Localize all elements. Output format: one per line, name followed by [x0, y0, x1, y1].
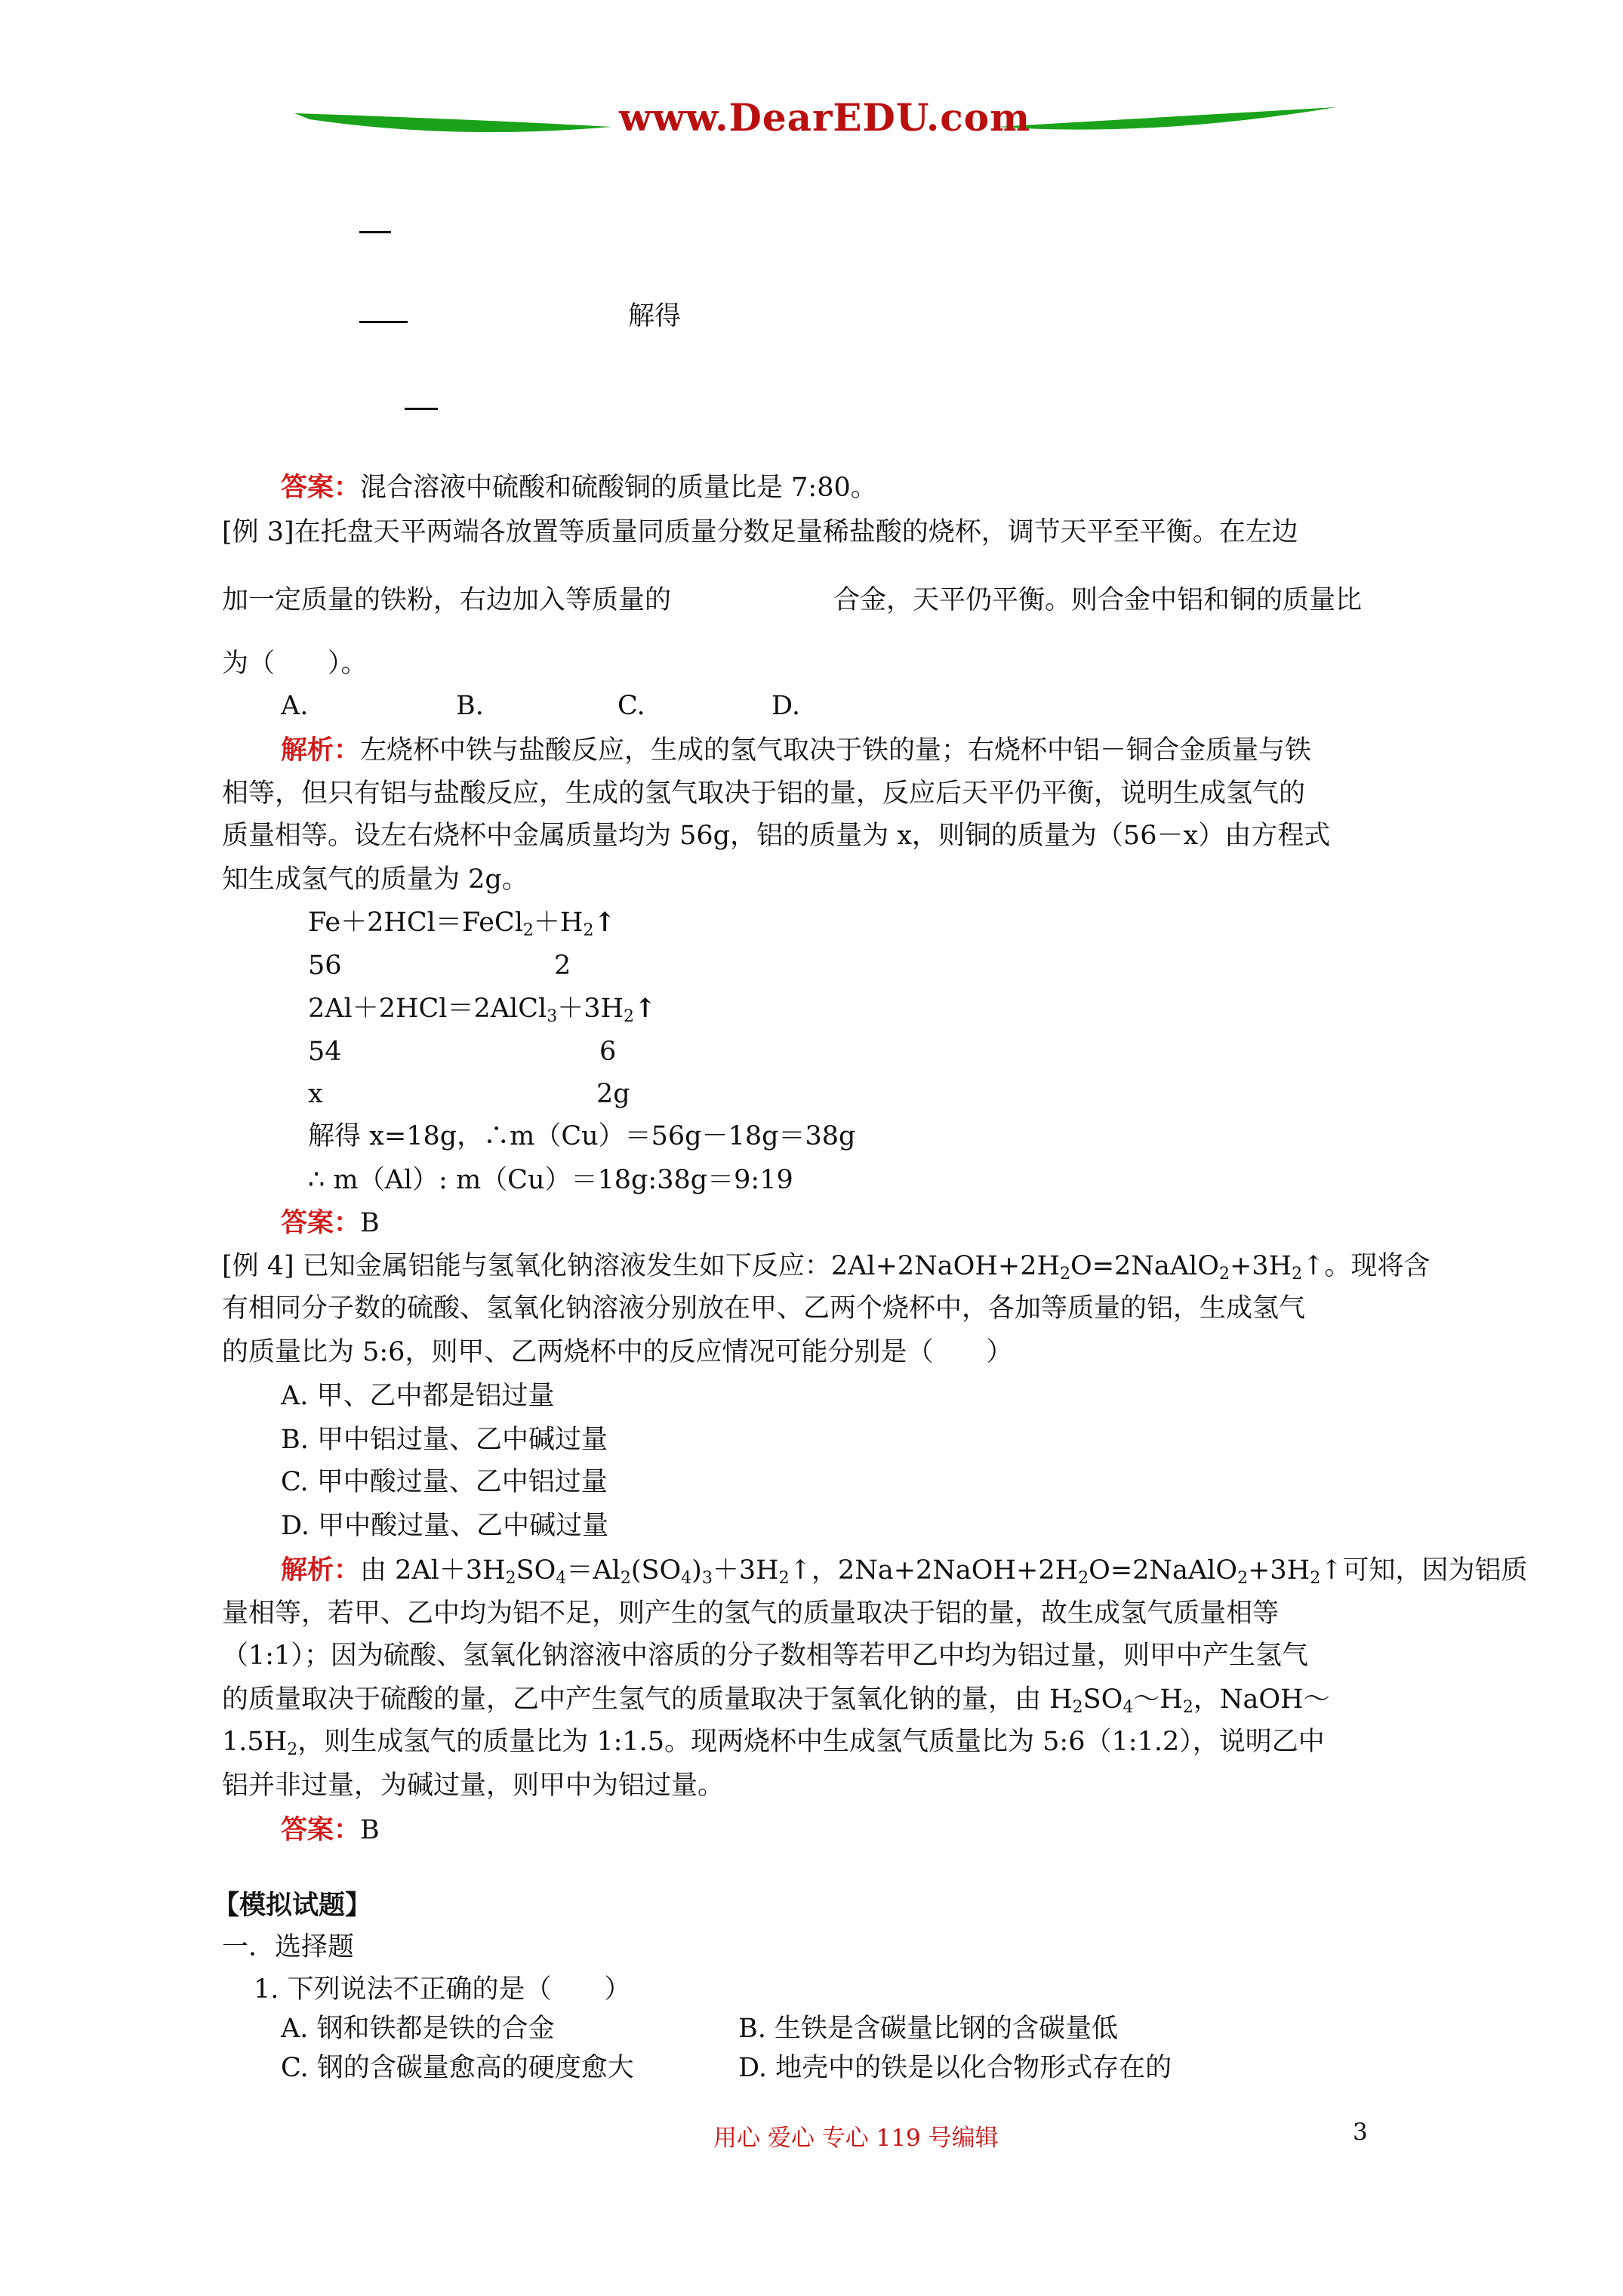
ex4-line-2: 有相同分子数的硫酸、氢氧化钠溶液分别放在甲、乙两个烧杯中，各加等质量的铝，生成氢气	[222, 1293, 1306, 1324]
text-part: )	[691, 1555, 702, 1586]
analysis-label: 解析：	[281, 1555, 361, 1586]
site-url[interactable]: www.DearEDU.com	[619, 95, 1031, 140]
ex3-option-c: C.	[617, 691, 645, 721]
eq-part: ＋H	[533, 908, 584, 938]
text-part: 由 2Al＋3H	[360, 1555, 506, 1586]
text-part: ＝Al	[566, 1555, 621, 1586]
text-part: ↑，2Na+2NaOH+2H	[789, 1555, 1079, 1586]
ex3-eq1-mass-h2: 2	[554, 951, 571, 981]
ex4-option-b: B. 甲中铝过量、乙中碱过量	[281, 1425, 608, 1455]
text-part: SO	[1083, 1684, 1123, 1715]
ex3-line-3: 为（ ）。	[222, 649, 368, 679]
ex3-eq2-var-x: x	[308, 1079, 323, 1109]
ex4-analysis-4	[222, 1684, 1330, 1717]
banner-swoosh-left-b	[294, 113, 611, 132]
analysis-text-1: 左烧杯中铁与盐酸反应，生成的氢气取决于铁的量；右烧杯中铝－铜合金质量与铁	[360, 735, 1312, 766]
subscript: 2	[1310, 1569, 1321, 1588]
ex3-eq1-mass-fe: 56	[308, 951, 342, 981]
footer-text: 用心 爱心 专心 119 号编辑	[713, 2125, 999, 2152]
eq-subscript: 2	[624, 1007, 635, 1026]
subscript: 2	[505, 1569, 516, 1588]
subscript: 4	[1123, 1698, 1134, 1717]
text-part: +3H	[1229, 1251, 1292, 1281]
text-part: ↑可知，因为铝质	[1320, 1555, 1528, 1586]
ex4-option-d: D. 甲中酸过量、乙中碱过量	[281, 1511, 609, 1541]
solve-label: 解得	[628, 301, 682, 331]
text-part: SO	[516, 1555, 556, 1586]
eq-part: ＋3H	[557, 994, 624, 1024]
ex3-option-b: B.	[456, 691, 484, 721]
text-part: 的质量取决于硫酸的量，乙中产生氢气的质量取决于氢氧化钠的量，由 H	[222, 1684, 1073, 1715]
subscript: 2	[1072, 1698, 1083, 1717]
subscript: 2	[620, 1569, 631, 1588]
text-part: O=2NaAlO	[1070, 1251, 1219, 1281]
subscript: 4	[556, 1569, 567, 1588]
ex4-analysis-6: 铝并非过量，为碱过量，则甲中为铝过量。	[222, 1771, 725, 1801]
ex3-option-a: A.	[281, 691, 309, 721]
ex3-eq2-mass-al: 54	[308, 1037, 342, 1067]
mock-q1-option-a: A. 钢和铁都是铁的合金	[281, 2014, 555, 2044]
answer-label: 答案：	[281, 1814, 361, 1845]
eq-subscript: 2	[522, 921, 534, 940]
page-number: 3	[1353, 2119, 1368, 2146]
subscript: 2	[1292, 1265, 1303, 1284]
subscript: 3	[701, 1569, 713, 1588]
analysis-label: 解析：	[281, 735, 361, 766]
ex4-analysis-2: 量相等，若甲、乙中均为铝不足，则产生的氢气的质量取决于铝的量，故生成氢气质量相等	[222, 1598, 1280, 1629]
mock-section: 一．选择题	[222, 1932, 355, 1962]
fraction-bar-2	[359, 321, 408, 323]
mock-q1-option-d: D. 地壳中的铁是以化合物形式存在的	[738, 2053, 1172, 2083]
text-part: ～H	[1133, 1684, 1183, 1715]
ex4-analysis-3: （1:1）；因为硫酸、氢氧化钠溶液中溶质的分子数相等若甲乙中均为铝过量，则甲中产生氢气	[222, 1641, 1308, 1671]
ex3-solve-1: 解得 x=18g，∴m（Cu）＝56g－18g＝38g	[308, 1121, 856, 1151]
ex3-equation-2	[308, 995, 656, 1025]
mock-heading: 【模拟试题】	[213, 1890, 372, 1921]
ex3-line-2a: 加一定质量的铁粉，右边加入等质量的	[222, 585, 672, 615]
ex3-eq2-var-2g: 2g	[596, 1079, 630, 1109]
ex4-line-1	[222, 1253, 1430, 1283]
mock-q1: 1. 下列说法不正确的是（ ）	[254, 1974, 631, 2005]
ex3-analysis-1	[281, 737, 1311, 764]
subscript: 4	[681, 1569, 692, 1588]
fraction-bar-1	[359, 231, 391, 233]
mock-q1-option-b: B. 生铁是含碳量比钢的含碳量低	[738, 2014, 1118, 2044]
ex3-equation-1	[308, 909, 616, 939]
ex3-analysis-4: 知生成氢气的质量为 2g。	[222, 864, 528, 895]
text-part: 1.5H	[222, 1727, 288, 1757]
answer-label: 答案：	[281, 472, 361, 503]
ex3-eq2-mass-h2: 6	[599, 1037, 617, 1067]
answer-label: 答案：	[281, 1207, 361, 1238]
eq-part: 2Al＋2HCl＝2AlCl	[308, 994, 547, 1024]
subscript: 2	[1218, 1265, 1230, 1284]
ex4-option-c: C. 甲中酸过量、乙中铝过量	[281, 1467, 608, 1497]
text-part: ，NaOH～	[1193, 1684, 1330, 1715]
text-part: ↑。现将含	[1302, 1251, 1431, 1281]
text-part: ，则生成氢气的质量比为 1:1.5。现两烧杯中生成氢气质量比为 5:6（1:1.2），说明乙中	[297, 1727, 1325, 1757]
text-part: +3H	[1248, 1555, 1310, 1586]
ex3-analysis-3: 质量相等。设左右烧杯中金属质量均为 56g，铝的质量为 x，则铜的质量为（56－x）由方程式	[222, 821, 1331, 851]
subscript: 2	[778, 1569, 790, 1588]
text-part: (SO	[630, 1555, 682, 1586]
ex3-line-1: [例 3]在托盘天平两端各放置等质量同质量分数足量稀盐酸的烧杯，调节天平至平衡。在左边	[222, 517, 1298, 547]
ex3-answer	[281, 1207, 380, 1238]
subscript: 2	[1237, 1569, 1249, 1588]
subscript: 2	[287, 1740, 298, 1759]
ex2-answer	[281, 474, 877, 501]
eq-subscript: 2	[583, 921, 594, 940]
eq-part: Fe＋2HCl＝FeCl	[308, 908, 523, 938]
ex3-option-d: D.	[771, 691, 800, 721]
subscript: 2	[1182, 1698, 1193, 1717]
ex3-solve-2: ∴ m（Al）: m（Cu）＝18g:38g＝9:19	[308, 1165, 793, 1195]
answer-text: B	[360, 1815, 380, 1845]
answer-text: B	[360, 1208, 380, 1238]
ex4-answer	[281, 1814, 380, 1845]
subscript: 2	[1060, 1265, 1070, 1284]
ex4-analysis-5	[222, 1729, 1325, 1758]
eq-arrow: ↑	[593, 907, 616, 938]
fraction-bar-3	[405, 408, 438, 410]
text-part: O=2NaAlO	[1089, 1555, 1238, 1586]
ex3-analysis-2: 相等，但只有铝与盐酸反应，生成的氢气取决于铝的量，反应后天平仍平衡，说明生成氢气的	[222, 778, 1306, 809]
ex4-analysis-1	[281, 1557, 1528, 1587]
ex4-line-3: 的质量比为 5:6，则甲、乙两烧杯中的反应情况可能分别是（ ）	[222, 1337, 1013, 1367]
text-part: ＋3H	[712, 1555, 779, 1586]
subscript: 2	[1078, 1569, 1089, 1588]
eq-arrow: ↑	[634, 993, 657, 1024]
mock-q1-option-c: C. 钢的含碳量愈高的硬度愈大	[281, 2053, 634, 2083]
ex3-line-2b: 合金，天平仍平衡。则合金中铝和铜的质量比	[833, 585, 1363, 615]
ex4-option-a: A. 甲、乙中都是铝过量	[281, 1381, 555, 1411]
eq-subscript: 3	[547, 1007, 558, 1026]
text-part: [例 4] 已知金属铝能与氢氧化钠溶液发生如下反应：2Al+2NaOH+2H	[222, 1251, 1060, 1281]
answer-text: 混合溶液中硫酸和硫酸铜的质量比是 7:80。	[360, 473, 877, 503]
